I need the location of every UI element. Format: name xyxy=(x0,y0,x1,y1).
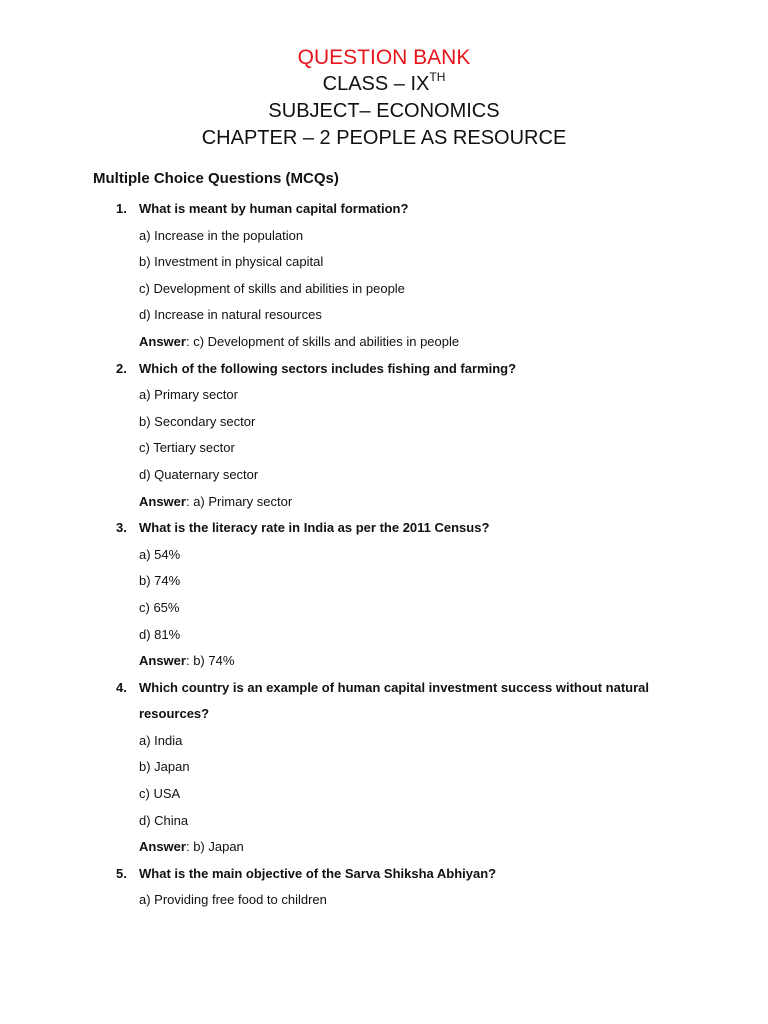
option-text: b) Investment in physical capital xyxy=(139,254,324,270)
option-row xyxy=(0,223,768,250)
option-text: b) 74% xyxy=(139,573,181,589)
answer-label: Answer xyxy=(139,493,186,509)
question-text-continued: resources? xyxy=(139,706,210,722)
class-superscript: TH xyxy=(429,70,446,84)
answer-row xyxy=(0,834,768,861)
option-text: a) Providing free food to children xyxy=(139,892,327,908)
answer-text: : a) Primary sector xyxy=(185,493,293,509)
answer-label: Answer xyxy=(139,653,186,669)
option-text: d) 81% xyxy=(139,626,181,642)
question-number: 3. xyxy=(116,520,127,536)
option-row xyxy=(0,542,768,569)
option-row xyxy=(0,302,768,329)
option-text: c) Development of skills and abilities in people xyxy=(139,280,405,296)
option-text: a) 54% xyxy=(139,546,181,562)
class-label: CLASS – IX xyxy=(322,73,430,95)
option-row xyxy=(0,276,768,303)
option-text: b) Secondary sector xyxy=(139,413,256,429)
question-text: What is the literacy rate in India as per the 2011 Census? xyxy=(139,520,490,536)
answer-line xyxy=(139,489,292,516)
subject-line: SUBJECT– ECONOMICS xyxy=(268,100,500,122)
option-row xyxy=(0,728,768,755)
option-text: d) Increase in natural resources xyxy=(139,307,322,323)
option-text: d) Quaternary sector xyxy=(139,466,259,482)
option-row xyxy=(0,781,768,808)
document-header xyxy=(0,44,768,152)
question-number: 4. xyxy=(116,679,127,695)
option-text: d) China xyxy=(139,812,189,828)
question-number: 1. xyxy=(116,201,127,216)
option-row xyxy=(0,568,768,595)
class-line xyxy=(0,71,768,98)
option-row xyxy=(0,754,768,781)
option-row xyxy=(0,462,768,489)
option-row xyxy=(0,887,768,914)
option-row xyxy=(0,382,768,409)
question-number: 2. xyxy=(116,360,127,376)
answer-row xyxy=(0,489,768,516)
answer-row xyxy=(0,329,768,356)
question-list xyxy=(0,196,768,914)
question-continuation-row xyxy=(0,701,768,728)
option-row xyxy=(0,808,768,835)
answer-text: : c) Development of skills and abilities in people xyxy=(185,333,460,349)
option-text: a) India xyxy=(139,732,183,748)
option-text: a) Primary sector xyxy=(139,387,238,403)
section-heading: Multiple Choice Questions (MCQs) xyxy=(93,170,339,187)
option-text: b) Japan xyxy=(139,759,190,775)
question-row xyxy=(0,356,768,383)
answer-label: Answer xyxy=(139,333,186,349)
question-text: Which of the following sectors includes fishing and farming? xyxy=(139,360,517,376)
option-text: c) USA xyxy=(139,786,181,802)
chapter-line: CHAPTER – 2 PEOPLE AS RESOURCE xyxy=(201,127,567,149)
answer-line xyxy=(139,648,234,675)
answer-label: Answer xyxy=(139,839,186,855)
document-title: QUESTION BANK xyxy=(297,46,471,69)
option-text: c) 65% xyxy=(139,599,180,615)
question-row xyxy=(0,515,768,542)
option-row xyxy=(0,622,768,649)
answer-line xyxy=(139,329,459,356)
answer-line xyxy=(139,834,244,861)
question-row xyxy=(0,675,768,702)
question-number: 5. xyxy=(116,865,127,881)
answer-row xyxy=(0,648,768,675)
answer-text: : b) Japan xyxy=(185,839,244,855)
question-row xyxy=(0,861,768,888)
option-row xyxy=(0,435,768,462)
question-row xyxy=(0,196,768,223)
question-text: What is meant by human capital formation? xyxy=(139,201,409,216)
option-row xyxy=(0,409,768,436)
option-row xyxy=(0,249,768,276)
option-row xyxy=(0,595,768,622)
answer-text: : b) 74% xyxy=(185,653,235,669)
question-text: What is the main objective of the Sarva Shiksha Abhiyan? xyxy=(139,865,497,881)
question-text: Which country is an example of human capital investment success without natural xyxy=(139,679,650,695)
option-text: a) Increase in the population xyxy=(139,227,304,243)
option-text: c) Tertiary sector xyxy=(139,440,235,456)
